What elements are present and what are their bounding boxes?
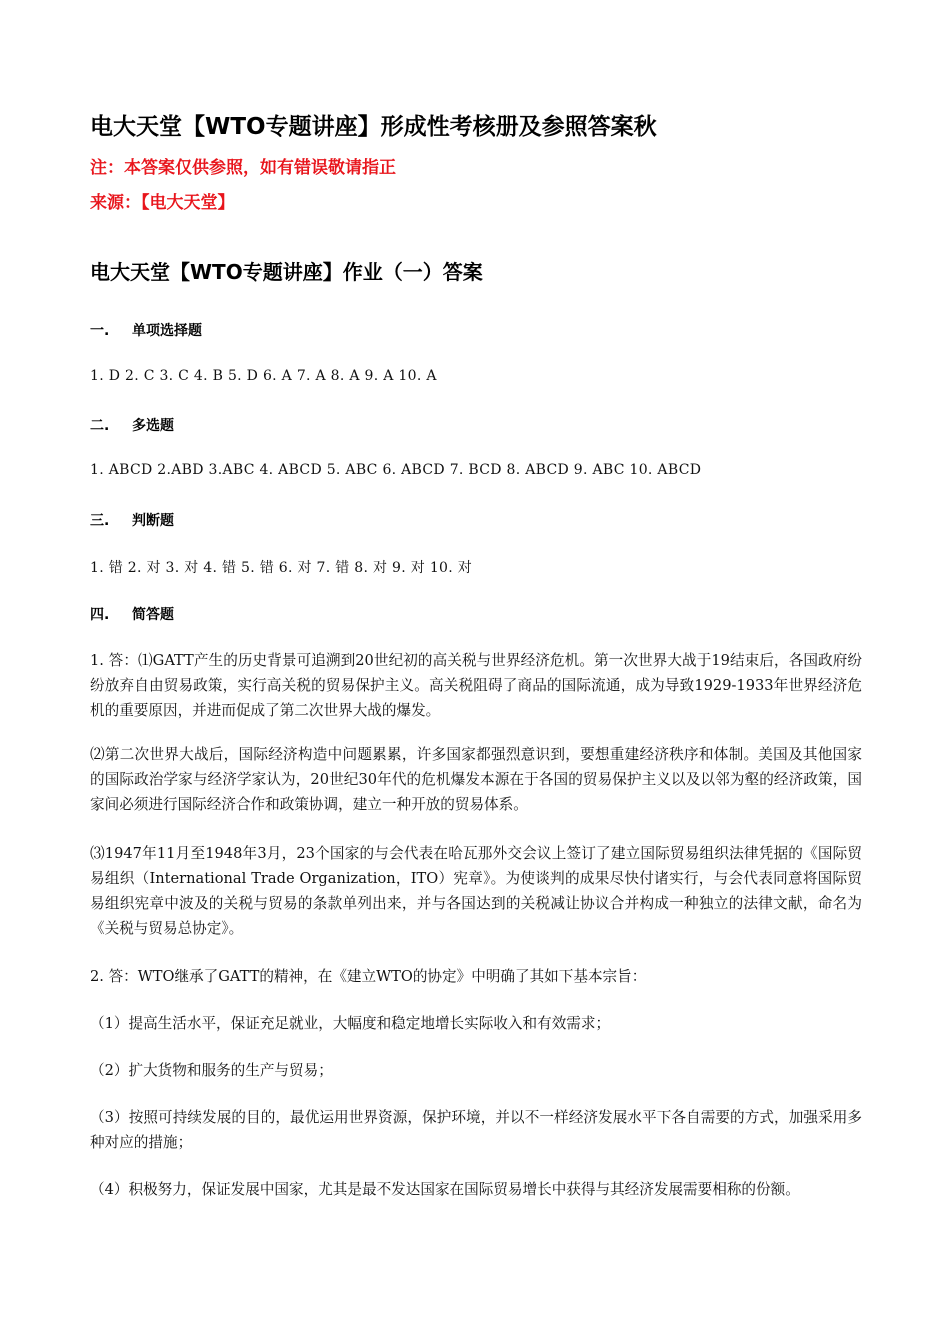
section-heading-true-false: [90, 510, 174, 530]
answer-paragraph: （3）按照可持续发展的目的，最优运用世界资源，保护环境，并以不一样经济发展水平下各自需要的方式，加强采用多种对应的措施；: [90, 1109, 862, 1151]
section-number: 四.: [90, 607, 110, 623]
answer-paragraph: 1. 答：⑴GATT产生的历史背景可追溯到20世纪初的高关税与世界经济危机。第一次世界大战于19结束后，各国政府纷纷放弃自由贸易政策，实行高关税的贸易保护主义。高关税阻碍了商品的国际流通，成为导致1929-1933年世界经济危机的重要原因，并进而促成了第二次世界大战的爆发。: [90, 652, 862, 719]
section-number: 三.: [90, 513, 110, 529]
assignment-subtitle: 电大天堂【WTO专题讲座】作业（一）答案: [90, 260, 483, 284]
answer-paragraph: 2. 答：WTO继承了GATT的精神，在《建立WTO的协定》中明确了其如下基本宗旨：: [90, 968, 647, 985]
section-title: 单项选择题: [132, 323, 202, 339]
answer-paragraph: （1）提高生活水平，保证充足就业，大幅度和稳定地增长实际收入和有效需求；: [90, 1015, 611, 1032]
section-heading-single-choice: [90, 320, 202, 340]
document-title: 电大天堂【WTO专题讲座】形成性考核册及参照答案秋: [90, 114, 657, 140]
section-heading-short-answer: [90, 604, 174, 624]
section-number: 一.: [90, 323, 110, 339]
source-note: 来源：【电大天堂】: [90, 193, 235, 213]
section-title: 简答题: [132, 607, 174, 623]
section-title: 多选题: [132, 418, 174, 434]
answer-paragraph: ⑶1947年11月至1948年3月，23个国家的与会代表在哈瓦那外交会议上签订了建立国际贸易组织法律凭据的《国际贸易组织（International Trade Organization，ITO）宪章》。为使谈判的成果尽快付诸实行，与会代表同意将国际贸易组织宪章中波及的关税与贸易的条款单列出来，并与各国达到的关税减让协议合并构成一种独立的法律文献，命名为《关税与贸易总协定》。: [90, 845, 862, 937]
section-heading-multi-choice: [90, 415, 174, 435]
answer-paragraph: （2）扩大货物和服务的生产与贸易；: [90, 1062, 333, 1079]
section-title: 判断题: [132, 513, 174, 529]
answer-paragraph: （4）积极努力，保证发展中国家，尤其是最不发达国家在国际贸易增长中获得与其经济发展需要相称的份额。: [90, 1181, 800, 1198]
multi-choice-answers: 1. ABCD 2.ABD 3.ABC 4. ABCD 5. ABC 6. ABCD 7. BCD 8. ABCD 9. ABC 10. ABCD: [90, 462, 702, 478]
single-choice-answers: 1. D 2. C 3. C 4. B 5. D 6. A 7. A 8. A 9. A 10. A: [90, 368, 437, 384]
true-false-answers: 1. 错 2. 对 3. 对 4. 错 5. 错 6. 对 7. 错 8. 对 9. 对 10. 对: [90, 560, 473, 576]
answer-paragraph: ⑵第二次世界大战后，国际经济构造中问题累累，许多国家都强烈意识到，要想重建经济秩序和体制。美国及其他国家的国际政治学家与经济学家认为，20世纪30年代的危机爆发本源在于各国的贸易保护主义以及以邻为壑的经济政策，国家间必须进行国际经济合作和政策协调，建立一种开放的贸易体系。: [90, 746, 862, 813]
section-number: 二.: [90, 418, 110, 434]
disclaimer-note: 注：本答案仅供参照，如有错误敬请指正: [90, 158, 396, 178]
